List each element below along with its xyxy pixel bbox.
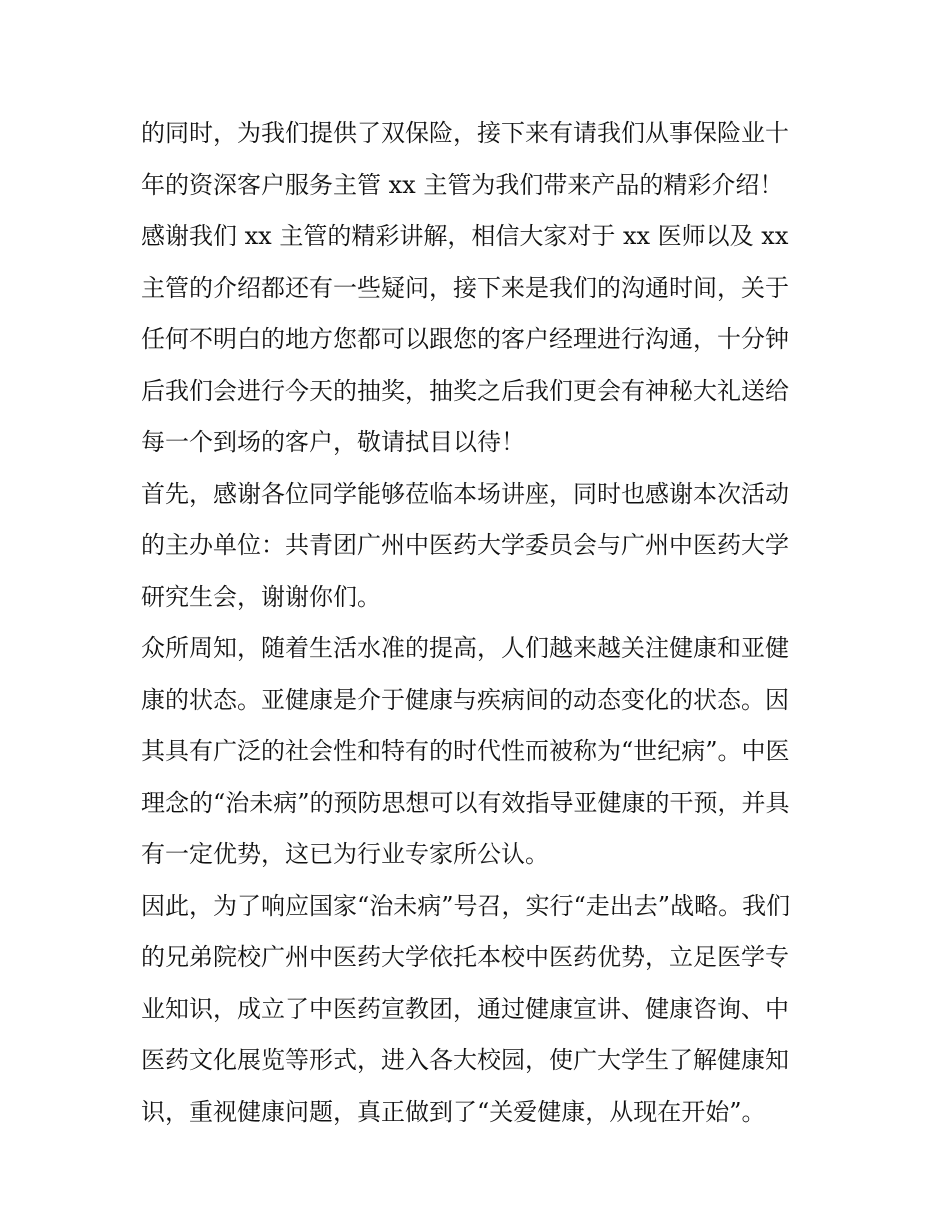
text-line: 的兄弟院校广州中医药大学依托本校中医药优势，立足医学专 bbox=[141, 943, 789, 971]
text-line: 每一个到场的客户，敬请拭目以待！ bbox=[141, 428, 525, 456]
text-line: 的主办单位：共青团广州中医药大学委员会与广州中医药大学 bbox=[141, 531, 789, 559]
text-line: 理念的“治未病”的预防思想可以有效指导亚健康的干预，并具 bbox=[141, 788, 790, 817]
text-line: 业知识，成立了中医药宣教团，通过健康宣讲、健康咨询、中 bbox=[141, 994, 789, 1023]
text-line: 众所周知，随着生活水准的提高，人们越来越关注健康和亚健 bbox=[141, 634, 789, 662]
text-line: 有一定优势，这已为行业专家所公认。 bbox=[141, 840, 549, 868]
text-line: 其具有广泛的社会性和特有的时代性而被称为“世纪病”。中医 bbox=[141, 737, 790, 765]
text-line: 任何不明白的地方您都可以跟您的客户经理进行沟通，十分钟 bbox=[141, 325, 789, 353]
text-line: 康的状态。亚健康是介于健康与疾病间的动态变化的状态。因 bbox=[141, 685, 789, 714]
text-line: 主管的介绍都还有一些疑问，接下来是我们的沟通时间，关于 bbox=[141, 273, 789, 302]
text-line: 研究生会，谢谢你们。 bbox=[141, 582, 381, 611]
text-line: 的同时，为我们提供了双保险，接下来有请我们从事保险业十 bbox=[141, 119, 789, 147]
text-line: 医药文化展览等形式，进入各大校园，使广大学生了解健康知 bbox=[141, 1046, 789, 1074]
text-line: 感谢我们 xx 主管的精彩讲解，相信大家对于 xx 医师以及 xx bbox=[141, 222, 789, 250]
text-line: 识，重视健康问题，真正做到了“关爱健康，从现在开始”。 bbox=[141, 1097, 766, 1126]
text-line: 首先，感谢各位同学能够莅临本场讲座，同时也感谢本次活动 bbox=[141, 479, 789, 508]
document-body bbox=[141, 108, 821, 1138]
text-line: 后我们会进行今天的抽奖，抽奖之后我们更会有神秘大礼送给 bbox=[141, 376, 789, 405]
text-line: 年的资深客户服务主管 xx 主管为我们带来产品的精彩介绍！ bbox=[141, 170, 784, 199]
text-line: 因此，为了响应国家“治未病”号召，实行“走出去”战略。我们 bbox=[141, 891, 791, 920]
